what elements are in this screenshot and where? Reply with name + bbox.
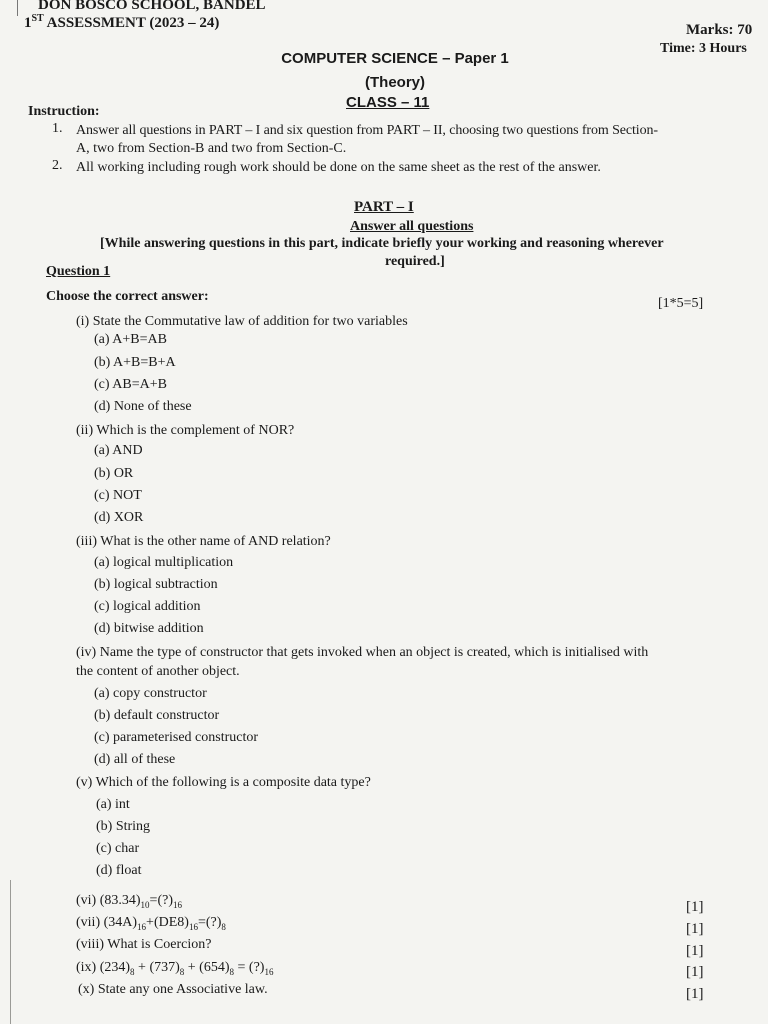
assessment-prefix: 1 <box>24 15 32 31</box>
question-item-4-line2: the content of another object. <box>76 664 240 679</box>
marks-label: Marks: 70 <box>686 22 753 38</box>
q7-sub3: 8 <box>221 921 226 932</box>
q9-sub3: 8 <box>229 966 235 977</box>
option: (a) A+B=AB <box>94 332 167 347</box>
question-marks: [1*5=5] <box>658 296 704 311</box>
question-item-5: (v) Which of the following is a composite data type? <box>76 775 371 790</box>
part-subtitle: Answer all questions <box>350 219 474 234</box>
q6-pre: (vi) (83.34) <box>76 893 141 908</box>
question-label: Question 1 <box>46 264 111 279</box>
option: (a) AND <box>94 443 143 458</box>
q9-pre: (ix) (234) <box>76 960 131 975</box>
q9-mid2: + (654) <box>184 960 230 975</box>
option: (d) bitwise addition <box>94 621 204 636</box>
subject-text: COMPUTER SCIENCE – Paper 1 <box>281 50 509 67</box>
option: (d) XOR <box>94 510 144 525</box>
margin-tick <box>17 0 18 16</box>
mark-9: [1] <box>686 964 704 980</box>
option: (c) logical addition <box>94 599 201 614</box>
q7-sub1: 16 <box>137 921 147 932</box>
question-prompt: Choose the correct answer: <box>46 289 209 304</box>
q7-pre: (vii) (34A) <box>76 915 138 930</box>
option: (a) copy constructor <box>94 686 207 701</box>
option: (c) parameterised constructor <box>94 730 259 745</box>
instruction-1-line1: Answer all questions in PART – I and six question from PART – II, choosing two questions from Section- <box>76 123 658 138</box>
q9-sub2: 8 <box>179 966 185 977</box>
q9-mid3: = (?) <box>234 960 265 975</box>
question-item-8: (viii) What is Coercion? <box>76 937 212 952</box>
subject-title <box>0 50 768 67</box>
option: (d) all of these <box>94 752 176 767</box>
q7-sub2: 16 <box>188 921 198 932</box>
option: (c) char <box>96 841 140 856</box>
theory-title <box>0 74 768 91</box>
margin-line <box>10 880 11 1024</box>
q7-mid: +(DE8) <box>146 915 189 930</box>
part-note-line2: required.] <box>385 254 445 269</box>
class-title: CLASS – 11 <box>346 94 430 111</box>
option: (d) None of these <box>94 399 192 414</box>
part-note-line1: [While answering questions in this part, indicate briefly your working and reasoning wherever <box>100 236 664 251</box>
option: (a) logical multiplication <box>94 555 234 570</box>
question-item-4: (iv) Name the type of constructor that gets invoked when an object is created, which is initialised with <box>76 645 649 660</box>
mark-10: [1] <box>686 986 704 1002</box>
instruction-label: Instruction: <box>28 104 100 119</box>
option: (b) logical subtraction <box>94 577 218 592</box>
question-item-6 <box>76 893 182 910</box>
option: (b) A+B=B+A <box>94 355 176 370</box>
option: (a) int <box>96 797 130 812</box>
school-name: DON BOSCO SCHOOL, BANDEL <box>38 0 266 13</box>
mark-8: [1] <box>686 943 704 959</box>
q7-mid2: =(?) <box>197 915 222 930</box>
mark-7: [1] <box>686 921 704 937</box>
question-item-9 <box>76 960 273 977</box>
q6-sub2: 16 <box>172 899 182 910</box>
q6-sub1: 10 <box>140 899 150 910</box>
option: (b) String <box>96 819 151 834</box>
assessment-sup: ST <box>31 13 44 24</box>
question-item-10: (x) State any one Associative law. <box>78 982 268 997</box>
q6-mid: =(?) <box>149 893 173 908</box>
option: (d) float <box>96 863 142 878</box>
time-label: Time: 3 Hours <box>660 41 747 56</box>
option: (b) OR <box>94 466 134 481</box>
mark-6: [1] <box>686 899 704 915</box>
instruction-2-line1: All working including rough work should be done on the same sheet as the rest of the answer. <box>76 160 601 175</box>
q9-sub1: 8 <box>130 966 135 977</box>
instruction-2-num: 2. <box>52 158 63 173</box>
q9-mid: + (737) <box>134 960 180 975</box>
assessment-title <box>24 13 219 32</box>
instruction-1-line2: A, two from Section-B and two from Section-C. <box>76 141 347 156</box>
option: (c) AB=A+B <box>94 377 167 392</box>
question-item-2: (ii) Which is the complement of NOR? <box>76 423 295 438</box>
part-title: PART – I <box>354 199 414 215</box>
instruction-1-num: 1. <box>52 121 63 136</box>
option: (c) NOT <box>94 488 142 503</box>
q9-sub4: 16 <box>264 966 274 977</box>
theory-text: (Theory) <box>365 74 425 91</box>
assessment-rest: ASSESSMENT (2023 – 24) <box>43 15 220 31</box>
option: (b) default constructor <box>94 708 220 723</box>
question-item-7 <box>76 915 226 932</box>
question-item-3: (iii) What is the other name of AND relation? <box>76 534 331 549</box>
question-item-1: (i) State the Commutative law of addition for two variables <box>76 314 408 329</box>
